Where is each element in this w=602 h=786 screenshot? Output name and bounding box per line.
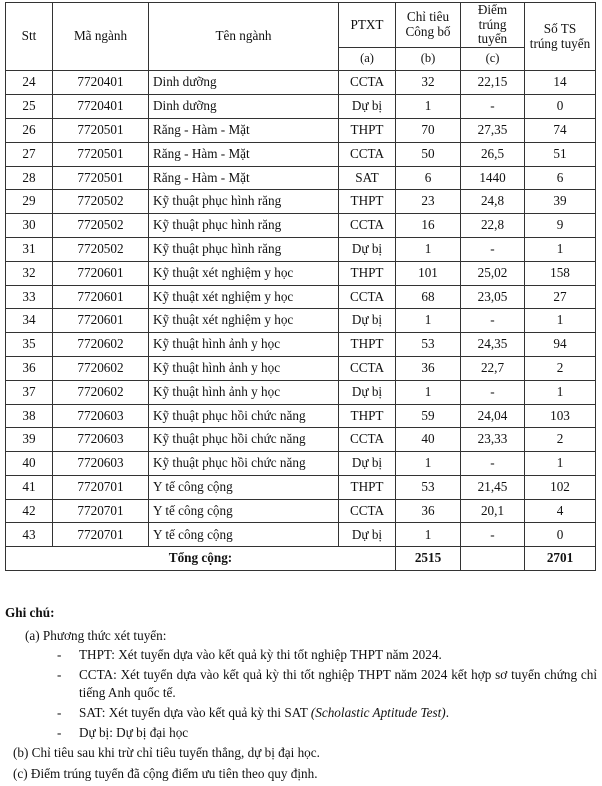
header-ma-nganh: Mã ngành xyxy=(53,3,149,71)
cell-ten-nganh: Kỹ thuật phục hồi chức năng xyxy=(149,428,339,452)
cell-diem: 24,8 xyxy=(461,190,525,214)
cell-ten-nganh: Kỹ thuật phục hình răng xyxy=(149,190,339,214)
cell-ten-nganh: Răng - Hàm - Mặt xyxy=(149,142,339,166)
cell-diem: 22,15 xyxy=(461,71,525,95)
cell-ptxt: THPT xyxy=(339,333,396,357)
cell-diem: - xyxy=(461,95,525,119)
cell-stt: 38 xyxy=(6,404,53,428)
cell-so-ts: 74 xyxy=(525,118,596,142)
header-chi-tieu: Chỉ tiêu Công bố xyxy=(396,3,461,48)
cell-ten-nganh: Răng - Hàm - Mặt xyxy=(149,118,339,142)
cell-stt: 33 xyxy=(6,285,53,309)
cell-ptxt: Dự bị xyxy=(339,237,396,261)
cell-ma-nganh: 7720601 xyxy=(53,285,149,309)
cell-chi-tieu: 36 xyxy=(396,356,461,380)
cell-ma-nganh: 7720602 xyxy=(53,356,149,380)
cell-ptxt: CCTA xyxy=(339,285,396,309)
cell-so-ts: 14 xyxy=(525,71,596,95)
cell-so-ts: 158 xyxy=(525,261,596,285)
table-row xyxy=(6,95,596,119)
cell-so-ts: 102 xyxy=(525,475,596,499)
cell-so-ts: 0 xyxy=(525,523,596,547)
table-body xyxy=(6,71,596,547)
subheader-ptxt: (a) xyxy=(339,47,396,71)
cell-chi-tieu: 32 xyxy=(396,71,461,95)
header-stt: Stt xyxy=(6,3,53,71)
cell-ten-nganh: Y tế công cộng xyxy=(149,499,339,523)
cell-ptxt: THPT xyxy=(339,261,396,285)
cell-so-ts: 0 xyxy=(525,95,596,119)
cell-chi-tieu: 16 xyxy=(396,214,461,238)
cell-so-ts: 1 xyxy=(525,237,596,261)
cell-chi-tieu: 53 xyxy=(396,475,461,499)
cell-so-ts: 6 xyxy=(525,166,596,190)
cell-ten-nganh: Dinh dưỡng xyxy=(149,95,339,119)
cell-ma-nganh: 7720501 xyxy=(53,142,149,166)
cell-diem: - xyxy=(461,237,525,261)
total-chi-tieu: 2515 xyxy=(396,547,461,571)
cell-ten-nganh: Răng - Hàm - Mặt xyxy=(149,166,339,190)
cell-ten-nganh: Dinh dưỡng xyxy=(149,71,339,95)
cell-stt: 30 xyxy=(6,214,53,238)
table-row xyxy=(6,214,596,238)
cell-ptxt: CCTA xyxy=(339,142,396,166)
cell-diem: 24,04 xyxy=(461,404,525,428)
cell-chi-tieu: 50 xyxy=(396,142,461,166)
header-ptxt: PTXT xyxy=(339,3,396,48)
cell-chi-tieu: 36 xyxy=(396,499,461,523)
cell-stt: 37 xyxy=(6,380,53,404)
note-c: (c) Điểm trúng tuyển đã cộng điểm ưu tiên theo quy định. xyxy=(13,766,318,782)
cell-ma-nganh: 7720502 xyxy=(53,237,149,261)
cell-stt: 31 xyxy=(6,237,53,261)
cell-stt: 41 xyxy=(6,475,53,499)
table-row xyxy=(6,404,596,428)
cell-so-ts: 94 xyxy=(525,333,596,357)
cell-diem: 21,45 xyxy=(461,475,525,499)
cell-ptxt: Dự bị xyxy=(339,523,396,547)
cell-ma-nganh: 7720603 xyxy=(53,428,149,452)
cell-ma-nganh: 7720601 xyxy=(53,261,149,285)
cell-so-ts: 2 xyxy=(525,356,596,380)
cell-ten-nganh: Kỹ thuật phục hình răng xyxy=(149,237,339,261)
note-a-title: (a) Phương thức xét tuyển: xyxy=(25,628,167,644)
cell-diem: - xyxy=(461,380,525,404)
cell-so-ts: 4 xyxy=(525,499,596,523)
cell-diem: 23,33 xyxy=(461,428,525,452)
total-row xyxy=(6,547,596,571)
cell-chi-tieu: 1 xyxy=(396,309,461,333)
cell-ten-nganh: Kỹ thuật hình ảnh y học xyxy=(149,333,339,357)
cell-so-ts: 9 xyxy=(525,214,596,238)
cell-ptxt: Dự bị xyxy=(339,452,396,476)
cell-so-ts: 1 xyxy=(525,380,596,404)
cell-diem: - xyxy=(461,523,525,547)
cell-ptxt: THPT xyxy=(339,190,396,214)
cell-chi-tieu: 1 xyxy=(396,380,461,404)
cell-stt: 43 xyxy=(6,523,53,547)
cell-ptxt: CCTA xyxy=(339,71,396,95)
table-row xyxy=(6,523,596,547)
total-so-ts: 2701 xyxy=(525,547,596,571)
cell-ten-nganh: Kỹ thuật phục hồi chức năng xyxy=(149,404,339,428)
cell-stt: 40 xyxy=(6,452,53,476)
cell-ten-nganh: Kỹ thuật hình ảnh y học xyxy=(149,356,339,380)
note-a-item: - Dự bị: Dự bị đại học xyxy=(79,724,597,741)
cell-ptxt: SAT xyxy=(339,166,396,190)
cell-ptxt: THPT xyxy=(339,118,396,142)
cell-ma-nganh: 7720602 xyxy=(53,333,149,357)
cell-stt: 32 xyxy=(6,261,53,285)
subheader-diem: (c) xyxy=(461,47,525,71)
table-row xyxy=(6,475,596,499)
cell-stt: 36 xyxy=(6,356,53,380)
cell-diem: 25,02 xyxy=(461,261,525,285)
cell-diem: - xyxy=(461,309,525,333)
cell-ptxt: Dự bị xyxy=(339,380,396,404)
total-diem xyxy=(461,547,525,571)
table-row xyxy=(6,285,596,309)
cell-chi-tieu: 1 xyxy=(396,523,461,547)
cell-diem: 22,8 xyxy=(461,214,525,238)
cell-chi-tieu: 1 xyxy=(396,95,461,119)
cell-so-ts: 27 xyxy=(525,285,596,309)
header-diem: Điểm trúng tuyển xyxy=(461,3,525,48)
cell-ptxt: CCTA xyxy=(339,428,396,452)
note-a-item: - THPT: Xét tuyển dựa vào kết quả kỳ thi tốt nghiệp THPT năm 2024. xyxy=(79,646,597,663)
admission-results-table xyxy=(5,2,596,571)
cell-ma-nganh: 7720401 xyxy=(53,71,149,95)
cell-so-ts: 103 xyxy=(525,404,596,428)
cell-ten-nganh: Kỹ thuật phục hồi chức năng xyxy=(149,452,339,476)
cell-so-ts: 2 xyxy=(525,428,596,452)
cell-ten-nganh: Y tế công cộng xyxy=(149,523,339,547)
cell-diem: 20,1 xyxy=(461,499,525,523)
cell-stt: 28 xyxy=(6,166,53,190)
subheader-chi-tieu: (b) xyxy=(396,47,461,71)
cell-ten-nganh: Kỹ thuật xét nghiệm y học xyxy=(149,309,339,333)
cell-diem: - xyxy=(461,452,525,476)
cell-ptxt: Dự bị xyxy=(339,309,396,333)
notes-section xyxy=(5,604,597,786)
total-label: Tổng cộng: xyxy=(6,547,396,571)
cell-stt: 29 xyxy=(6,190,53,214)
cell-ma-nganh: 7720502 xyxy=(53,190,149,214)
cell-stt: 34 xyxy=(6,309,53,333)
cell-stt: 27 xyxy=(6,142,53,166)
cell-diem: 23,05 xyxy=(461,285,525,309)
cell-ma-nganh: 7720501 xyxy=(53,118,149,142)
cell-ptxt: THPT xyxy=(339,404,396,428)
note-a-item: - CCTA: Xét tuyển dựa vào kết quả kỳ thi tốt nghiệp THPT năm 2024 kết hợp sơ tuyển chứng chỉ tiếng Anh quốc tế. xyxy=(79,666,597,700)
cell-ma-nganh: 7720601 xyxy=(53,309,149,333)
cell-ma-nganh: 7720603 xyxy=(53,404,149,428)
cell-so-ts: 1 xyxy=(525,452,596,476)
note-b: (b) Chỉ tiêu sau khi trừ chỉ tiêu tuyển thẳng, dự bị đại học. xyxy=(13,745,320,761)
cell-diem: 1440 xyxy=(461,166,525,190)
cell-ptxt: CCTA xyxy=(339,499,396,523)
header-ten-nganh: Tên ngành xyxy=(149,3,339,71)
table-row xyxy=(6,190,596,214)
cell-so-ts: 39 xyxy=(525,190,596,214)
cell-chi-tieu: 1 xyxy=(396,237,461,261)
table-row xyxy=(6,380,596,404)
cell-chi-tieu: 101 xyxy=(396,261,461,285)
table-row xyxy=(6,309,596,333)
cell-ten-nganh: Kỹ thuật xét nghiệm y học xyxy=(149,261,339,285)
notes-title: Ghi chú: xyxy=(5,605,55,620)
cell-chi-tieu: 6 xyxy=(396,166,461,190)
cell-ma-nganh: 7720502 xyxy=(53,214,149,238)
table-row xyxy=(6,452,596,476)
table-row xyxy=(6,142,596,166)
cell-diem: 22,7 xyxy=(461,356,525,380)
cell-chi-tieu: 70 xyxy=(396,118,461,142)
cell-diem: 26,5 xyxy=(461,142,525,166)
header-row xyxy=(6,3,596,48)
table-row xyxy=(6,237,596,261)
cell-stt: 42 xyxy=(6,499,53,523)
cell-ten-nganh: Kỹ thuật hình ảnh y học xyxy=(149,380,339,404)
cell-stt: 35 xyxy=(6,333,53,357)
cell-stt: 25 xyxy=(6,95,53,119)
table-row xyxy=(6,166,596,190)
cell-so-ts: 51 xyxy=(525,142,596,166)
table-row xyxy=(6,71,596,95)
cell-chi-tieu: 40 xyxy=(396,428,461,452)
cell-ma-nganh: 7720701 xyxy=(53,475,149,499)
cell-ma-nganh: 7720603 xyxy=(53,452,149,476)
cell-stt: 26 xyxy=(6,118,53,142)
cell-ten-nganh: Y tế công cộng xyxy=(149,475,339,499)
cell-ma-nganh: 7720602 xyxy=(53,380,149,404)
cell-chi-tieu: 59 xyxy=(396,404,461,428)
cell-chi-tieu: 53 xyxy=(396,333,461,357)
note-a-list xyxy=(5,646,597,741)
table-row xyxy=(6,356,596,380)
cell-diem: 24,35 xyxy=(461,333,525,357)
cell-stt: 39 xyxy=(6,428,53,452)
table-row xyxy=(6,118,596,142)
cell-ma-nganh: 7720701 xyxy=(53,523,149,547)
cell-ptxt: CCTA xyxy=(339,214,396,238)
cell-ptxt: Dự bị xyxy=(339,95,396,119)
cell-stt: 24 xyxy=(6,71,53,95)
cell-chi-tieu: 68 xyxy=(396,285,461,309)
cell-diem: 27,35 xyxy=(461,118,525,142)
table-row xyxy=(6,499,596,523)
table-row xyxy=(6,428,596,452)
cell-ma-nganh: 7720401 xyxy=(53,95,149,119)
cell-chi-tieu: 1 xyxy=(396,452,461,476)
cell-ma-nganh: 7720501 xyxy=(53,166,149,190)
cell-ptxt: THPT xyxy=(339,475,396,499)
cell-chi-tieu: 23 xyxy=(396,190,461,214)
cell-ten-nganh: Kỹ thuật phục hình răng xyxy=(149,214,339,238)
cell-so-ts: 1 xyxy=(525,309,596,333)
cell-ten-nganh: Kỹ thuật xét nghiệm y học xyxy=(149,285,339,309)
note-a-item: - SAT: Xét tuyển dựa vào kết quả kỳ thi SAT (Scholastic Aptitude Test). xyxy=(79,704,597,721)
table-row xyxy=(6,261,596,285)
cell-ptxt: CCTA xyxy=(339,356,396,380)
cell-ma-nganh: 7720701 xyxy=(53,499,149,523)
table-row xyxy=(6,333,596,357)
header-so-ts: Số TS trúng tuyển xyxy=(525,3,596,71)
